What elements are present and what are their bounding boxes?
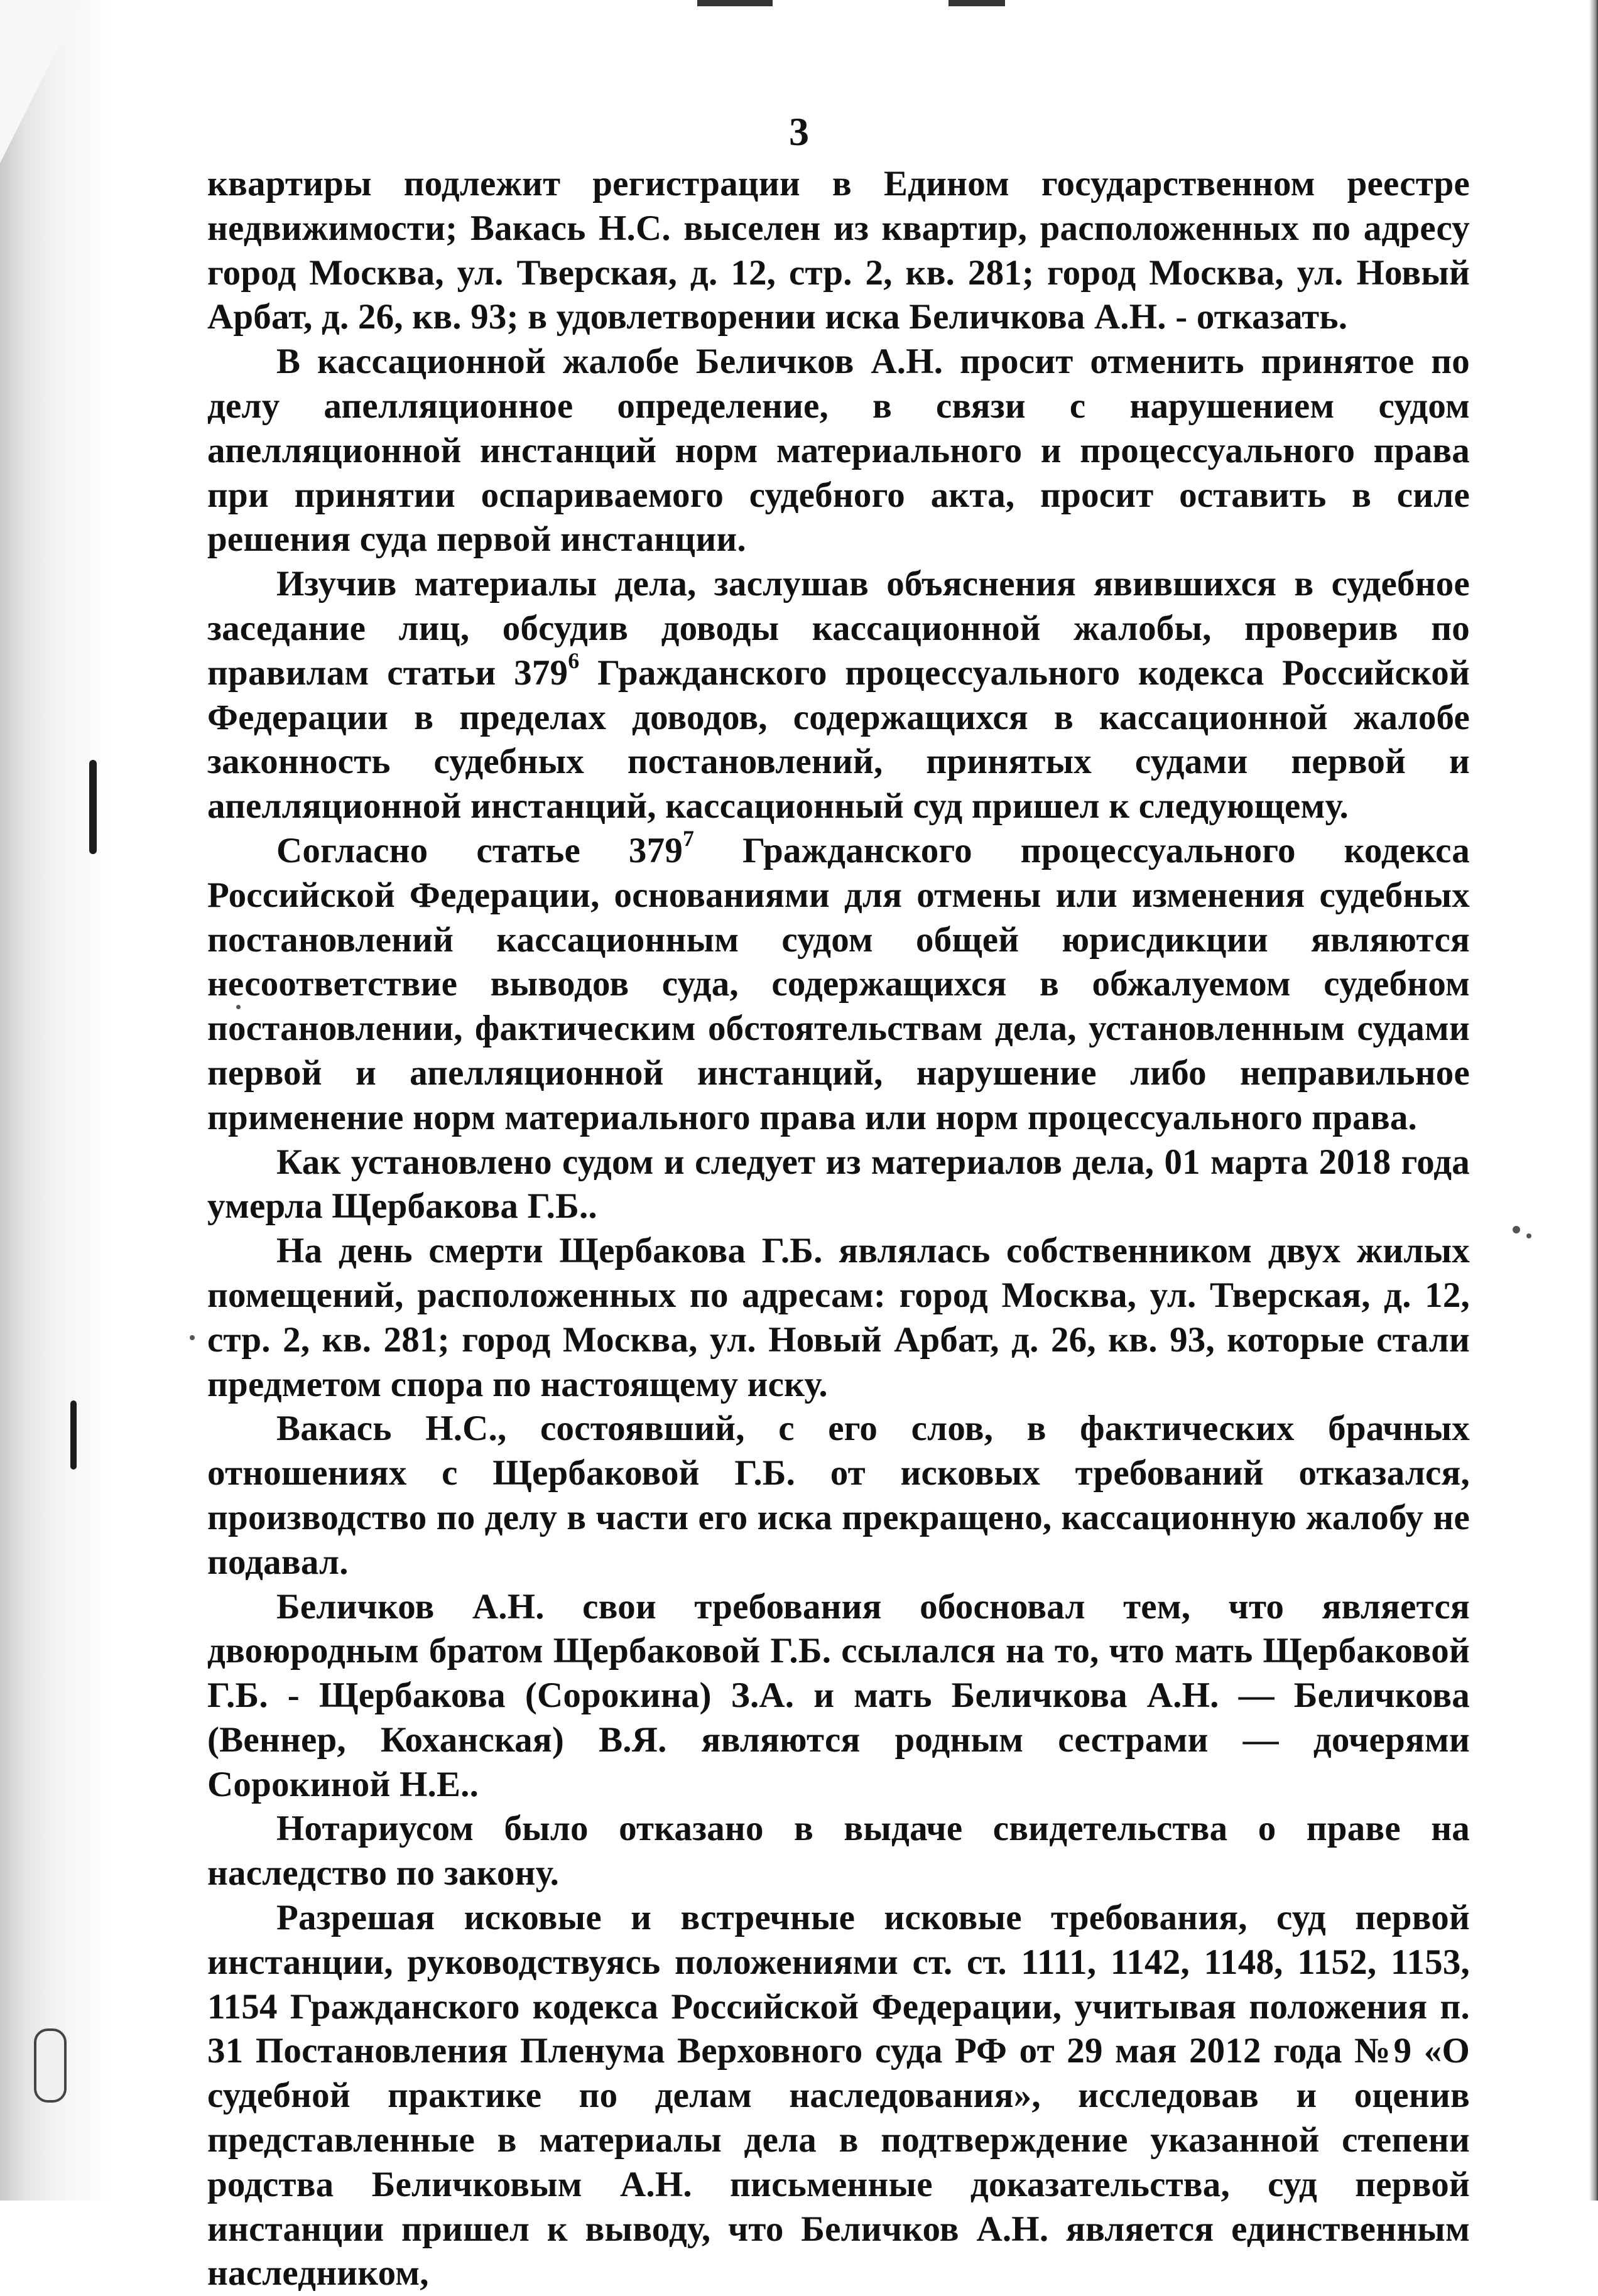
paragraph — [207, 562, 1470, 829]
binder-mark — [70, 1400, 77, 1470]
scan-shadow-right — [1589, 0, 1598, 2201]
article-superscript: 7 — [683, 825, 695, 851]
scan-speck — [1513, 1226, 1520, 1233]
scan-top-mark — [948, 0, 1005, 6]
paragraph — [207, 1585, 1470, 1807]
paragraph — [207, 1807, 1470, 1896]
paragraph-text: Разрешая исковые и встречные исковые требования, суд первой инстанции, руководствуясь положениями ст. ст. 1111, 1142, 1148, 1152, 1153, 1154 Гражданского кодекса Российской Федерации, учитывая положения п. 31 Постановления Пленума Верховного суда РФ от 29 мая 2012 года №9 «О судебной практике по делам наследования», исследовав и оценив представленные в материалы дела в подтверждение указанной степени родства Беличковым А.Н. письменные доказательства, суд первой инстанции пришел к выводу, что Беличков А.Н. является единственным наследником, — [207, 1898, 1470, 2293]
paragraph-text: В кассационной жалобе Беличков А.Н. просит отменить принятое по делу апелляционное определение, в связи с нарушением судом апелляционной инстанций норм материального и процессуального права при принятии оспариваемого судебного акта, просит оставить в силе решения суда первой инстанции. — [207, 342, 1470, 560]
paragraph-text: квартиры подлежит регистрации в Едином государственном реестре недвижимости; Вакась Н.С. выселен из квартир, расположенных по адресу город Москва, ул. Тверская, д. 12, стр. 2, кв. 281; город Москва, ул. Новый Арбат, д. 26, кв. 93; в удовлетворении иска Беличкова А.Н. - отказать. — [207, 164, 1470, 337]
document-body — [207, 162, 1470, 2296]
paragraph-text: На день смерти Щербакова Г.Б. являлась собственником двух жилых помещений, расположенных по адресам: город Москва, ул. Тверская, д. 12, стр. 2, кв. 281; город Москва, ул. Новый Арбат, д. 26, кв. 93, которые стали предметом спора по настоящему иску. — [207, 1231, 1470, 1404]
article-superscript: 6 — [568, 647, 580, 673]
paragraph — [207, 1140, 1470, 1230]
paragraph-text: Согласно статье 379 — [276, 830, 683, 870]
scan-top-mark — [697, 0, 773, 6]
paragraph — [207, 825, 1470, 1140]
paragraph-text: Вакась Н.С., состоявший, с его слов, в фактических брачных отношениях с Щербаковой Г.Б. от исковых требований отказался, производство по делу в части его иска прекращено, кассационную жалобу не подавал. — [207, 1409, 1470, 1582]
paragraph — [207, 162, 1470, 340]
paragraph — [207, 1229, 1470, 1407]
scan-speck — [190, 1335, 195, 1340]
paragraph — [207, 340, 1470, 562]
paragraph-text: Гражданского процессуального кодекса Российской Федерации, основаниями для отмены или изменения судебных постановлений кассационным судом общей юрисдикции являются несоответствие выводов суда, содержащихся в обжалуемом судебном постановлении, фактическим обстоятельствам дела, установленным судами первой и апелляционной инстанций, нарушение либо неправильное применение норм материального права или норм процессуального права. — [207, 830, 1470, 1137]
paragraph-text: Беличков А.Н. свои требования обосновал тем, что является двоюродным братом Щербаковой Г.Б. ссылался на то, что мать Щербаковой Г.Б. - Щербакова (Сорокина) З.А. и мать Беличкова А.Н. — Беличкова (Веннер, Коханская) В.Я. являются родным сестрами — дочерями Сорокиной Н.Е.. — [207, 1586, 1470, 1804]
paragraph-text: Изучив материалы дела, заслушав объяснения явившихся в судебное заседание лиц, обсудив доводы кассационной жалобы, проверив по правилам статьи 379 — [207, 564, 1470, 693]
binder-mark — [89, 760, 97, 854]
paragraph — [207, 1896, 1470, 2296]
page-number: 3 — [789, 109, 809, 154]
paragraph-text: Как установлено судом и следует из материалов дела, 01 марта 2018 года умерла Щербакова Г.Б.. — [207, 1142, 1470, 1227]
punch-hole — [34, 2028, 67, 2103]
scan-shadow-left — [0, 0, 113, 2201]
paragraph-text: Нотариусом было отказано в выдаче свидетельства о праве на наследство по закону. — [207, 1809, 1470, 1893]
paragraph-text: Гражданского процессуального кодекса Российской Федерации в пределах доводов, содержащихся в кассационной жалобе законность судебных постановлений, принятых судами первой и апелляционной инстанций, кассационный суд пришел к следующему. — [207, 653, 1470, 826]
scan-speck — [1526, 1233, 1531, 1238]
paragraph — [207, 1407, 1470, 1584]
